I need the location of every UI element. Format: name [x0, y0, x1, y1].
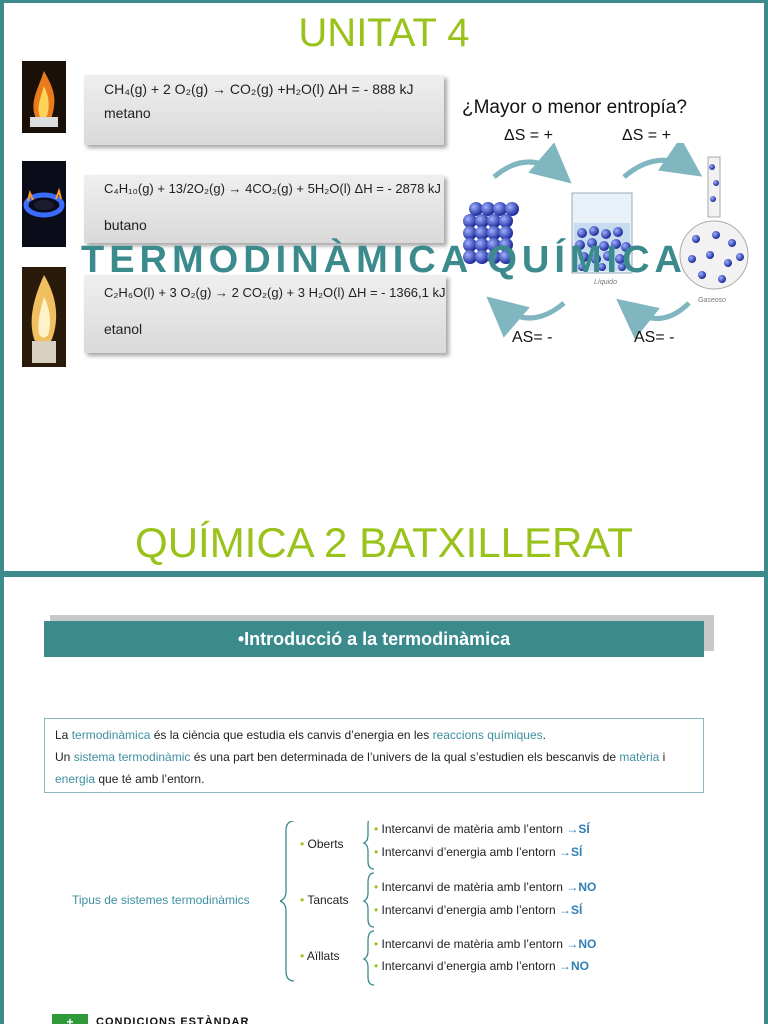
- answer-badge: NO: [578, 880, 597, 894]
- definition-line-1: La termodinàmica és la ciència que estudia els canvis d’energia en les reaccions químiques.: [55, 728, 546, 742]
- footer-plus-icon: +: [52, 1014, 88, 1024]
- methane-flame-photo: [22, 61, 66, 133]
- reaction-formula: CH₄(g) + 2 O₂(g) → CO₂(g) +H₂O(l) ΔH = - 888 kJ: [104, 81, 414, 97]
- entropy-question: ¿Mayor o menor entropía?: [462, 97, 687, 118]
- reaction-row: [84, 175, 444, 243]
- course-title: QUÍMICA 2 BATXILLERAT: [135, 519, 633, 566]
- reaction-formula: C₂H₆O(l) + 3 O₂(g) → 2 CO₂(g) + 3 H₂O(l) ΔH = - 1366,1 kJ: [104, 285, 446, 300]
- term-sistema: sistema termodinàmic: [73, 750, 191, 764]
- term-termodinamica: termodinàmica: [71, 728, 151, 742]
- answer-badge: SÍ: [578, 822, 590, 836]
- butane-burner-photo: [22, 161, 66, 247]
- list-item: • Intercanvi d’energia amb l’entorn →NO: [374, 959, 589, 973]
- term-reaccions: reaccions químiques: [432, 728, 543, 742]
- answer-badge: NO: [578, 937, 597, 951]
- unit-title: UNITAT 4: [298, 11, 470, 55]
- main-title: TERMODINÀMICA QUÍMICA: [81, 239, 687, 281]
- list-item: • Intercanvi de matèria amb l’entorn →NO: [374, 880, 597, 894]
- label-gas: Gaseoso: [698, 297, 727, 304]
- definition-line-3: energia que té amb l’entorn.: [55, 772, 205, 786]
- system-tancats: • Tancats: [300, 893, 349, 907]
- system-aillats: • Aïllats: [300, 949, 340, 963]
- system-oberts: • Oberts: [300, 837, 344, 851]
- list-item: • Intercanvi de matèria amb l’entorn →SÍ: [374, 822, 590, 836]
- section-banner: •Introducció a la termodinàmica: [44, 621, 704, 657]
- term-materia: matèria: [619, 750, 660, 764]
- types-label: Tipus de sistemes termodinàmics: [72, 893, 250, 907]
- entropy-diagram: [454, 83, 754, 383]
- definition-box: [44, 718, 704, 793]
- answer-badge: SÍ: [570, 845, 583, 859]
- reaction-name: etanol: [104, 321, 143, 337]
- definition-line-2: Un sistema termodinàmic és una part ben determinada de l’univers de la qual s’estudien els bescanvis de matèria i: [55, 750, 666, 764]
- reaction-row: [84, 75, 444, 145]
- reaction-row: [84, 275, 446, 353]
- ethanol-flame-photo: [22, 267, 66, 367]
- delta-s-positive-right: ΔS = +: [622, 127, 671, 144]
- list-item: • Intercanvi de matèria amb l’entorn →NO: [374, 937, 597, 951]
- delta-s-positive-left: ΔS = +: [504, 127, 553, 144]
- slide-introduction: [4, 577, 764, 1024]
- footer-heading: CONDICIONS ESTÀNDAR: [96, 1016, 250, 1024]
- delta-s-negative-left: AS= -: [512, 329, 553, 346]
- reaction-name: butano: [104, 217, 147, 233]
- reaction-formula: C₄H₁₀(g) + 13/2O₂(g) → 4CO₂(g) + 5H₂O(l) ΔH = - 2878 kJ: [104, 181, 441, 196]
- reaction-name: metano: [104, 105, 151, 121]
- delta-s-negative-right: AS= -: [634, 329, 675, 346]
- list-item: • Intercanvi d’energia amb l’entorn →SÍ: [374, 903, 583, 917]
- answer-badge: SÍ: [570, 903, 583, 917]
- answer-badge: NO: [570, 959, 589, 973]
- slide-title: [4, 3, 764, 571]
- term-energia: energia: [55, 772, 96, 786]
- list-item: • Intercanvi d’energia amb l’entorn →SÍ: [374, 845, 583, 859]
- label-liquid: Líquido: [594, 279, 617, 286]
